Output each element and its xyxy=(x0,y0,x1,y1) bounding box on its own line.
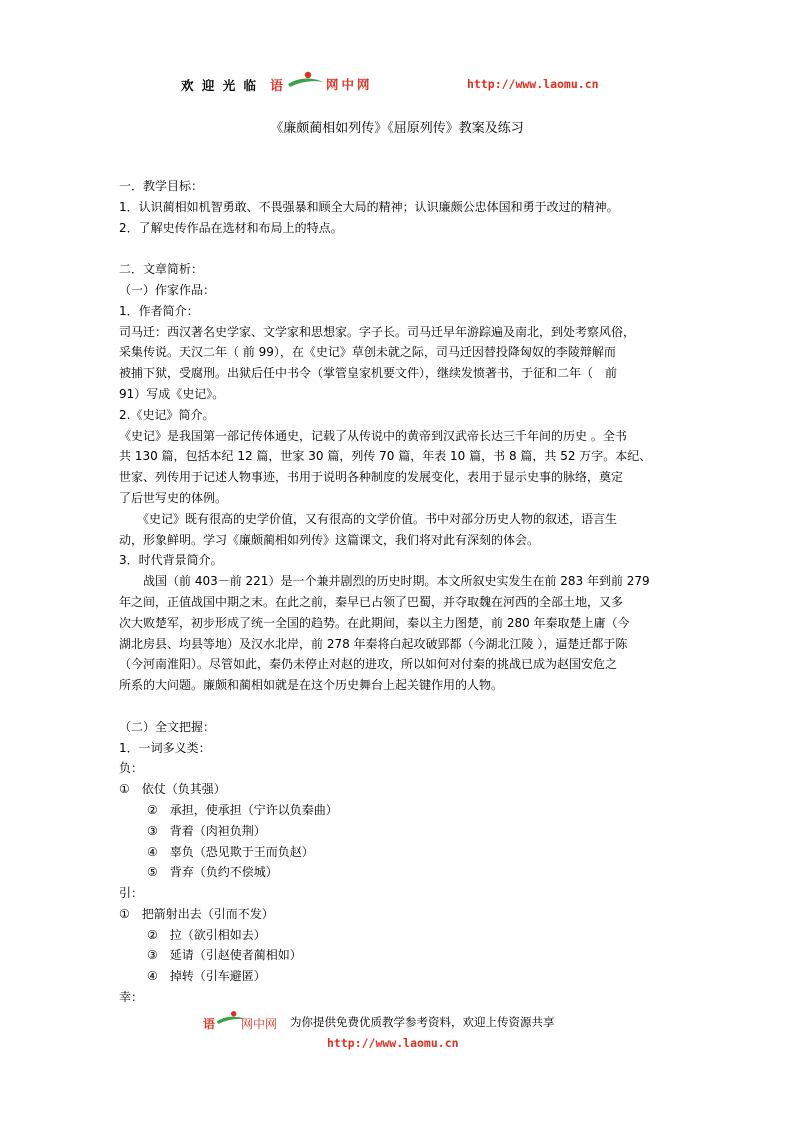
text-line: 动，形象鲜明。学习《廉颇蔺相如列传》这篇课文，我们将对此有深刻的体会。 xyxy=(119,532,540,547)
text-line: 二．文章简析： xyxy=(119,262,204,277)
blank-line xyxy=(119,696,679,717)
text-line: 年之间，正值战国中期之末。在此之前，秦早已占领了巴蜀，并夺取魏在河西的全部土地，又多 xyxy=(119,594,624,609)
site-url-link[interactable]: http://www.laomu.cn xyxy=(467,77,599,91)
text-line: 《史记》既有很高的史学价值，又有很高的文学价值。书中对部分历史人物的叙述，语言生 xyxy=(119,511,618,526)
text-line: （今河南淮阳）。尽管如此，秦仍未停止对赵的进攻，所以如何对付秦的挑战已成为赵国安危之 xyxy=(119,657,618,672)
page-header xyxy=(0,76,794,96)
text-line: ③ 延请（引赵使者蔺相如） xyxy=(147,948,302,963)
site-logo[interactable] xyxy=(270,72,390,94)
text-line: （一）作家作品： xyxy=(119,282,216,297)
text-line: ② 承担，使承担（宁许以负秦曲） xyxy=(147,802,338,817)
text-line: ③ 背着（肉袒负荆） xyxy=(147,823,266,838)
text-line: ④ 辜负（恐见欺于王而负赵） xyxy=(147,844,314,859)
text-line: 一．教学目标： xyxy=(119,179,204,193)
text-line: 司马迁：西汉著名史学家、文学家和思想家。字子长。司马迁早年游踪遍及南北，到处考察风俗， xyxy=(119,324,636,339)
logo-text: 网中网 xyxy=(326,77,373,92)
text-line: ② 拉（欲引相如去） xyxy=(147,927,266,942)
logo-char: 语 xyxy=(270,79,284,94)
text-line: 2.《史记》简介。 xyxy=(119,407,215,422)
text-line: ① 把箭射出去（引而不发） xyxy=(119,906,274,921)
document-body xyxy=(119,176,679,1008)
text-line: 被捕下狱，受腐刑。出狱后任中书令（掌管皇家机要文件），继续发愤著书，于征和二年（ 前 xyxy=(119,366,618,381)
text-line: 1．认识蔺相如机智勇敢、不畏强暴和顾全大局的精神；认识廉颇公忠体国和勇于改过的精神。 xyxy=(119,199,619,214)
text-line: 战国（前 403－前 221）是一个兼并剧烈的历史时期。本文所叙史实发生在前 283 年到前 279 xyxy=(119,574,650,589)
text-line: 共 130 篇，包括本纪 12 篇，世家 30 篇，列传 70 篇，年表 10 篇，书 8 篇，共 52 万字。本纪、 xyxy=(119,449,652,464)
text-line: 采集传说。天汉二年（ 前 99），在《史记》草创未就之际，司马迁因替投降匈奴的李陵辩解而 xyxy=(119,345,616,360)
text-line: 负： xyxy=(119,761,144,776)
text-line: 1．作者简介： xyxy=(119,303,199,318)
text-line: ① 依仗（负其强） xyxy=(119,782,226,797)
footer-logo[interactable] xyxy=(203,1012,293,1034)
page-footer xyxy=(0,1012,794,1062)
welcome-text: 欢 迎 光 临 xyxy=(181,78,259,93)
text-line: 所系的大问题。廉颇和蔺相如就是在这个历史舞台上起关键作用的人物。 xyxy=(119,678,504,693)
text-line: 《史记》是我国第一部记传体通史，记载了从传说中的黄帝到汉武帝长达三千年间的历史 。全书 xyxy=(119,428,627,443)
text-line: ④ 掉转（引车避匿） xyxy=(147,969,266,984)
text-line: 3．时代背景简介。 xyxy=(119,553,223,568)
text-line: 引： xyxy=(119,886,144,901)
text-line: 世家、列传用于记述人物事迹，书用于说明各种制度的发展变化，表用于显示史事的脉络，奠定 xyxy=(119,470,624,485)
text-line: 次大败楚军，初步形成了统一全国的趋势。在此期间，秦以主力图楚，前 280 年秦取楚上庸（今 xyxy=(119,615,630,630)
text-line: 湖北房县、均县等地）及汉水北岸，前 278 年秦将白起攻破郢都（今湖北江陵 ），逼楚迁都于陈 xyxy=(119,636,628,651)
footer-url-link[interactable]: http://www.laomu.cn xyxy=(327,1036,459,1050)
logo-swoosh-icon xyxy=(286,70,326,90)
document-title: 《廉颇蔺相如列传》《屈原列传》教案及练习 xyxy=(270,121,524,136)
text-line: 91）写成《史记》。 xyxy=(119,386,225,401)
footer-tagline: 为你提供免费优质教学参考资料，欢迎上传资源共享 xyxy=(290,1015,555,1029)
text-line: ⑤ 背弃（负约不偿城） xyxy=(147,865,278,880)
footer-logo-text: 网中网 xyxy=(241,1017,278,1031)
text-line: 1．一词多义类： xyxy=(119,740,211,755)
text-line: 2．了解史传作品在选材和布局上的特点。 xyxy=(119,220,343,235)
footer-logo-char: 语 xyxy=(203,1017,216,1031)
blank-line xyxy=(119,238,679,259)
text-line: 了后世写史的体例。 xyxy=(119,490,228,505)
text-line: 幸： xyxy=(119,990,144,1005)
text-line: （二）全文把握： xyxy=(119,719,216,734)
